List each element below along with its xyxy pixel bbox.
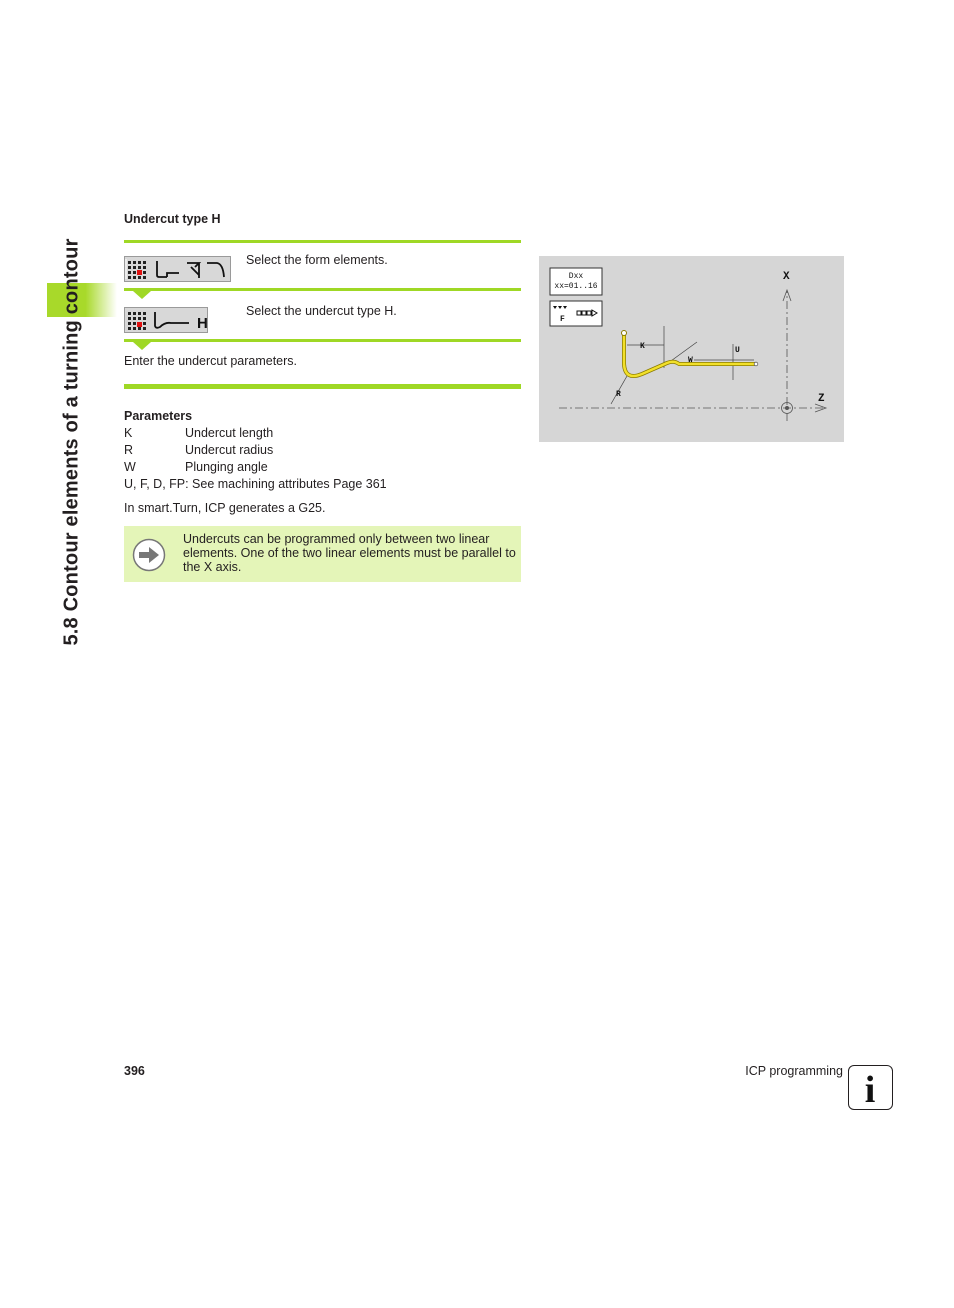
footer-chapter: ICP programming	[745, 1064, 843, 1078]
parameter-key: W	[124, 460, 136, 474]
axis-z-label: Z	[818, 393, 825, 405]
diameter-box-line1: Dxx	[568, 272, 584, 281]
parameters-heading: Parameters	[124, 409, 193, 423]
parameters-extra: U, F, D, FP: See machining attributes Page 361	[124, 477, 387, 491]
contour-end-point	[754, 362, 758, 366]
parameter-desc: Undercut radius	[185, 443, 274, 457]
softkey-h-letter: H	[197, 315, 207, 332]
section-title: Undercut type H	[124, 212, 221, 226]
label-w: W	[688, 356, 693, 365]
undercut-diagram	[539, 256, 844, 442]
step-divider-2	[124, 339, 521, 342]
parameters-block	[124, 408, 387, 493]
info-glyph: i	[864, 1069, 876, 1108]
info-icon	[848, 1065, 893, 1110]
parameter-row	[124, 425, 387, 442]
axis-x-label: X	[783, 271, 790, 283]
attribute-box	[550, 301, 602, 326]
step-arrow-1	[133, 291, 151, 299]
step-divider-bottom	[124, 384, 521, 389]
label-u: U	[735, 346, 740, 355]
diameter-box-line2: xx=01..16	[554, 282, 598, 291]
label-k: K	[640, 342, 645, 351]
page-number: 396	[124, 1064, 145, 1078]
note-text: Undercuts can be programmed only between two linear elements. One of the two linear elements must be parallel to the X axis.	[183, 532, 516, 574]
smartturn-text: In smart.Turn, ICP generates a G25.	[124, 501, 326, 515]
arrow-right-icon	[132, 538, 166, 572]
attribute-box-label: F	[560, 315, 565, 324]
parameter-desc: Undercut length	[185, 426, 274, 440]
step-arrow-2	[133, 342, 151, 350]
note-box	[124, 526, 521, 582]
parameter-key: K	[124, 426, 133, 440]
parameter-key: R	[124, 443, 134, 457]
parameter-row	[124, 442, 387, 459]
step-2-text: Select the undercut type H.	[246, 304, 397, 318]
label-r: R	[616, 390, 621, 399]
step-1-text: Select the form elements.	[246, 253, 388, 267]
parameter-row	[124, 459, 387, 476]
origin-dot	[785, 406, 789, 410]
contour-start-point	[622, 331, 627, 336]
undercut-type-h-softkey-icon	[124, 307, 208, 333]
step-divider-1	[124, 288, 521, 291]
step-divider-top	[124, 240, 521, 243]
parameter-desc: Plunging angle	[185, 460, 268, 474]
chapter-title: 5.8 Contour elements of a turning contour	[60, 238, 83, 646]
attribute-triangles	[553, 306, 567, 309]
form-elements-softkey-icon	[124, 256, 231, 282]
step-3-text: Enter the undercut parameters.	[124, 354, 298, 368]
